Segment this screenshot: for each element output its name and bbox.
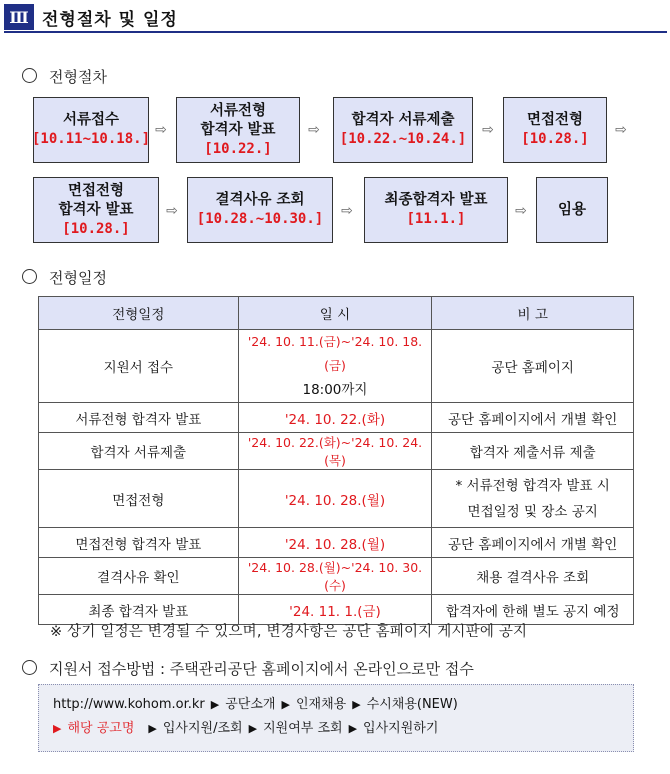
schedule-section-heading: 전형일정: [22, 267, 107, 288]
table-header: 전형일정: [39, 297, 239, 330]
path-step: 지원여부 조회: [263, 721, 343, 736]
triangle-right-icon: ▶: [348, 722, 358, 735]
flow-step-interview-result: 면접전형 합격자 발표 [10.28.]: [33, 177, 159, 243]
circle-bullet-icon: [22, 660, 37, 675]
date-cell: '24. 10. 11.(금)~'24. 10. 18.(금) 18:00까지: [238, 330, 432, 403]
table-row: [39, 433, 634, 470]
path-step-notice-name: 해당 공고명: [67, 721, 135, 736]
stage-cell: 지원서 접수: [39, 330, 239, 403]
application-path-box: [38, 684, 634, 752]
path-line-2: [53, 717, 619, 741]
table-row: [39, 470, 634, 528]
homepage-url-link[interactable]: http://www.kohom.or.kr: [53, 697, 205, 712]
table-header-row: [39, 297, 634, 330]
triangle-right-icon: ▶: [248, 722, 258, 735]
stage-cell: 서류전형 합격자 발표: [39, 403, 239, 433]
section-header: [4, 4, 178, 30]
right-arrow-icon: ⇨: [515, 203, 527, 219]
stage-cell: 면접전형: [39, 470, 239, 528]
flow-step-appointment: 임용: [536, 177, 608, 243]
section-title: 전형절차 및 일정: [42, 9, 178, 30]
path-line-1: [53, 693, 619, 717]
flow-step-interview: 면접전형 [10.28.]: [503, 97, 607, 163]
flow-step-disqualification-check: 결격사유 조회 [10.28.~10.30.]: [187, 177, 333, 243]
right-arrow-icon: ⇨: [615, 122, 627, 138]
date-cell: '24. 11. 1.(금): [238, 595, 432, 625]
stage-cell: 합격자 서류제출: [39, 433, 239, 470]
circle-bullet-icon: [22, 269, 37, 284]
path-step: 입사지원하기: [363, 721, 439, 736]
date-cell: '24. 10. 22.(화)~'24. 10. 24.(목): [238, 433, 432, 470]
note-cell: 채용 결격사유 조회: [432, 558, 634, 595]
right-arrow-icon: ⇨: [482, 122, 494, 138]
circle-bullet-icon: [22, 68, 37, 83]
table-row: [39, 403, 634, 433]
application-method-heading: 지원서 접수방법 : 주택관리공단 홈페이지에서 온라인으로만 접수: [22, 658, 474, 679]
table-header: 일 시: [238, 297, 432, 330]
date-cell: '24. 10. 28.(월): [238, 528, 432, 558]
process-section-heading: 전형절차: [22, 66, 107, 87]
triangle-right-icon: ▶: [281, 698, 290, 711]
triangle-right-icon: ▶: [210, 698, 220, 711]
right-arrow-icon: ⇨: [155, 122, 167, 138]
table-header: 비 고: [432, 297, 634, 330]
section-number: Ⅲ: [4, 4, 34, 30]
right-arrow-icon: ⇨: [308, 122, 320, 138]
flow-step-document-result: 서류전형 합격자 발표 [10.22.]: [176, 97, 300, 163]
note-cell: 합격자 제출서류 제출: [432, 433, 634, 470]
note-cell: 공단 홈페이지: [432, 330, 634, 403]
triangle-right-icon: ▶: [148, 722, 157, 735]
table-row: [39, 528, 634, 558]
path-step: 공단소개: [225, 697, 276, 712]
note-cell: 공단 홈페이지에서 개별 확인: [432, 403, 634, 433]
note-cell: * 서류전형 합격자 발표 시 면접일정 및 장소 공지: [432, 470, 634, 528]
stage-cell: 결격사유 확인: [39, 558, 239, 595]
triangle-right-icon: ▶: [53, 722, 62, 735]
header-underline: [4, 31, 667, 33]
note-cell: 합격자에 한해 별도 공지 예정: [432, 595, 634, 625]
date-cell: '24. 10. 28.(월): [238, 470, 432, 528]
path-step: 인재채용: [295, 697, 347, 712]
table-row: [39, 558, 634, 595]
path-step: 입사지원/조회: [162, 721, 243, 736]
date-cell: '24. 10. 22.(화): [238, 403, 432, 433]
triangle-right-icon: ▶: [352, 698, 361, 711]
flow-step-document-submit: 합격자 서류제출 [10.22.~10.24.]: [333, 97, 473, 163]
flow-step-final-result: 최종합격자 발표 [11.1.]: [364, 177, 508, 243]
flow-step-document-submission: 서류접수 [10.11~10.18.]: [33, 97, 149, 163]
schedule-change-notice: ※ 상기 일정은 변경될 수 있으며, 변경사항은 공단 홈페이지 게시판에 공지: [50, 624, 528, 640]
stage-cell: 최종 합격자 발표: [39, 595, 239, 625]
stage-cell: 면접전형 합격자 발표: [39, 528, 239, 558]
note-cell: 공단 홈페이지에서 개별 확인: [432, 528, 634, 558]
right-arrow-icon: ⇨: [341, 203, 353, 219]
right-arrow-icon: ⇨: [166, 203, 178, 219]
schedule-table: [38, 296, 634, 625]
date-cell: '24. 10. 28.(월)~'24. 10. 30.(수): [238, 558, 432, 595]
path-step: 수시채용(NEW): [366, 697, 458, 712]
table-row: [39, 330, 634, 403]
